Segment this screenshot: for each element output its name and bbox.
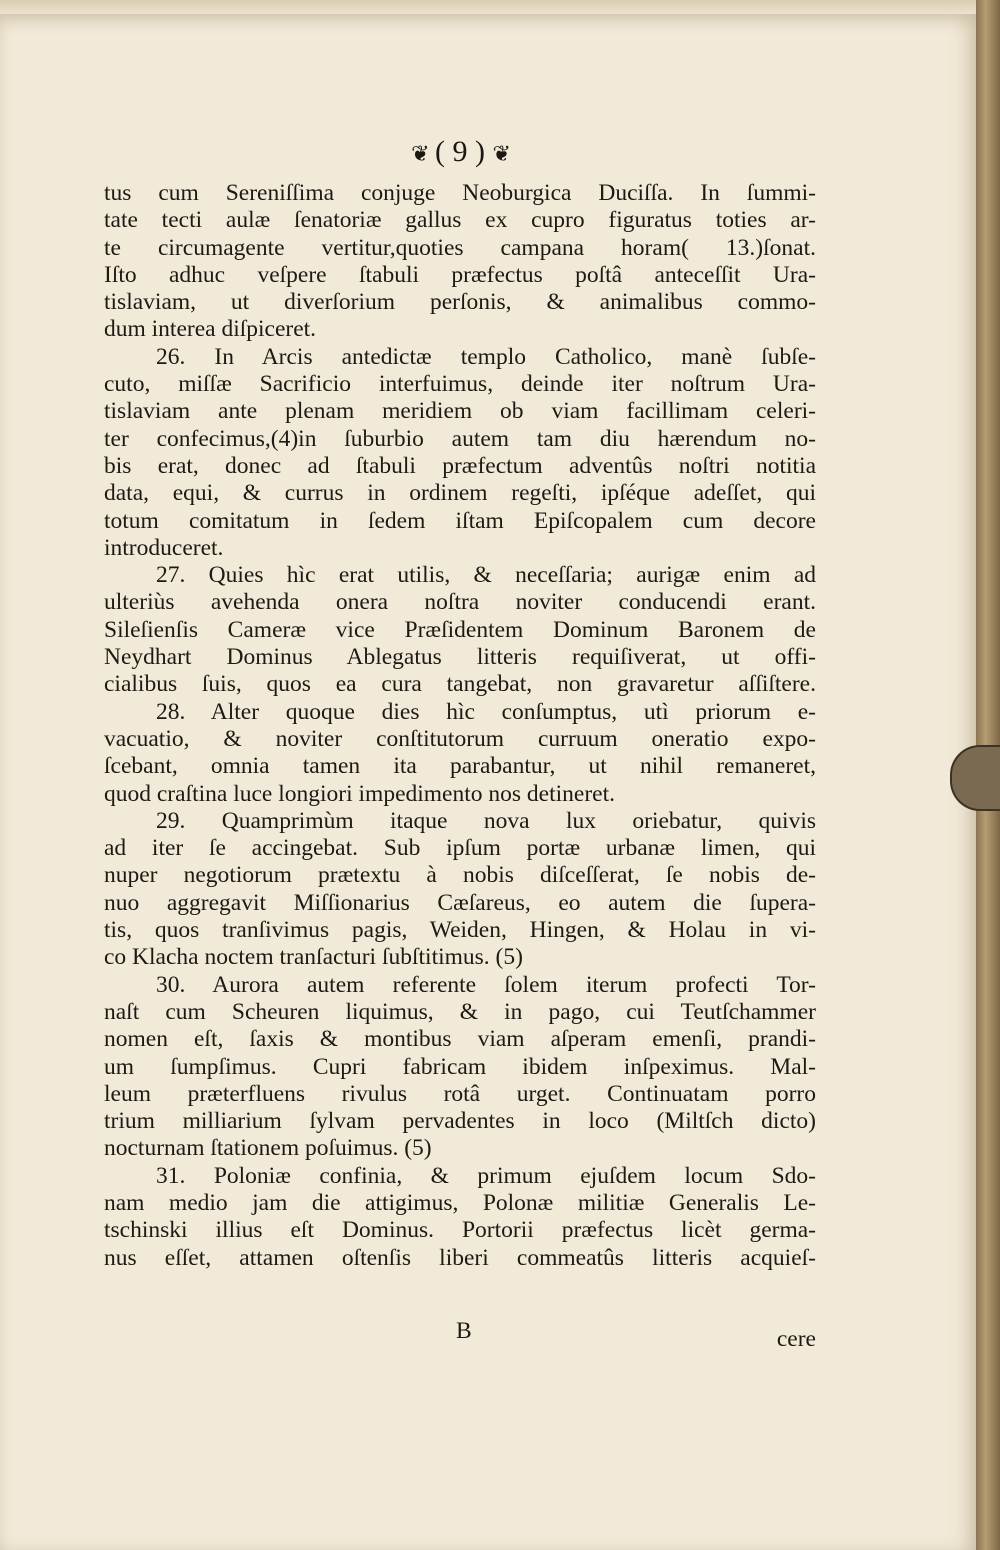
text-line: tschinski illius eſt Dominus. Portorii præfectus licèt germa- [104,1217,816,1244]
text-line: te circumagente vertitur,quoties campana horam( 13.)ſonat. [104,234,816,261]
text-line: nomen eſt, ſaxis & montibus viam aſperam emenſi, prandi- [104,1026,816,1053]
text-line: um ſumpſimus. Cupri fabricam ibidem inſpeximus. Mal- [104,1053,816,1080]
text-line: ter confecimus,(4)in ſuburbio autem tam diu hærendum no- [104,425,816,452]
text-line: nus eſſet, attamen oſtenſis liberi commeatûs litteris acquieſ- [104,1244,816,1271]
text-line: quod craſtina luce longiori impedimento nos detineret. [104,780,615,807]
text-line: dum interea diſpiceret. [104,316,317,343]
catchword: cere [776,1326,816,1352]
text-line: vacuatio, & noviter conſtitutorum curruum oneratio expo- [104,725,816,752]
paragraph-start-27: 27. Quies hìc erat utilis, & neceſſaria; aurigæ enim ad [156,562,816,589]
paragraph-start-31: 31. Poloniæ confinia, & primum ejuſdem locum Sdo- [156,1162,816,1189]
text-line: Sileſienſis Cameræ vice Præſidentem Dominum Baronem de [104,616,816,643]
body-text [104,180,816,1272]
text-line: nocturnam ſtationem poſuimus. (5) [104,1135,432,1162]
page-header [330,132,590,172]
text-line: data, equi, & currus in ordinem regeſti, ipſéque adeſſet, qui [104,480,816,507]
text-line: tis, quos tranſivimus pagis, Weiden, Hingen, & Holau in vi- [104,917,816,944]
text-line: ulteriùs avehenda onera noſtra noviter conducendi erant. [104,589,816,616]
page-footer [104,1318,816,1352]
page-number: ( 9 ) [435,135,485,168]
text-line: cuto, miſſæ Sacrificio interfuimus, deinde iter noſtrum Ura- [104,371,816,398]
text-line: Iſto adhuc veſpere ſtabuli præfectus poſtâ anteceſſit Ura- [104,261,816,288]
text-line: totum comitatum in ſedem iſtam Epiſcopalem cum decore [104,507,816,534]
text-line: ad iter ſe accingebat. Sub ipſum portæ urbanæ limen, qui [104,835,816,862]
text-line: cialibus ſuis, quos ea cura tangebat, non gravaretur aſſiſtere. [104,671,816,698]
text-line: bis erat, donec ad ſtabuli præfectum adventûs noſtri notitia [104,452,816,479]
text-line: leum præterfluens rivulus rotâ urget. Continuatam porro [104,1080,816,1107]
text-line: trium milliarium ſylvam pervadentes in loco (Miltſch dicto) [104,1108,816,1135]
text-line: tate tecti aulæ ſenatoriæ gallus ex cupro figuratus toties ar- [104,207,816,234]
text-line: tislaviam ante plenam meridiem ob viam facillimam celeri- [104,398,816,425]
signature-mark: B [456,1318,472,1344]
paragraph-start-28: 28. Alter quoque dies hìc conſumptus, utì priorum e- [156,698,816,725]
text-line: co Klacha noctem tranſacturi ſubſtitimus. (5) [104,944,523,971]
text-line: tus cum Sereniſſima conjuge Neoburgica Duciſſa. In ſummi- [104,180,816,206]
paragraph-start-26: 26. In Arcis antedictæ templo Catholico, manè ſubſe- [156,343,816,370]
text-line: nam medio jam die attigimus, Polonæ militiæ Generalis Le- [104,1189,816,1216]
text-line: Neydhart Dominus Ablegatus litteris requiſiverat, ut offi- [104,644,816,671]
text-line: introduceret. [104,534,224,561]
text-line: tislaviam, ut diverſorium perſonis, & animalibus commo- [104,289,816,316]
right-ornament-icon: ❦ [492,141,509,167]
text-line: naſt cum Scheuren liquimus, & in pago, cui Teutſchammer [104,998,816,1025]
text-line: nuo aggregavit Miſſionarius Cæſareus, eo autem die ſupera- [104,889,816,916]
left-ornament-icon: ❦ [411,141,428,167]
page-tab-marker [950,745,1000,811]
paragraph-start-30: 30. Aurora autem referente ſolem iterum profecti Tor- [156,971,816,998]
text-line: nuper negotiorum prætextu à nobis diſceſſerat, ſe nobis de- [104,862,816,889]
text-line: ſcebant, omnia tamen ita parabantur, ut nihil remaneret, [104,753,816,780]
paragraph-start-29: 29. Quamprimùm itaque nova lux oriebatur, quivis [156,807,816,834]
